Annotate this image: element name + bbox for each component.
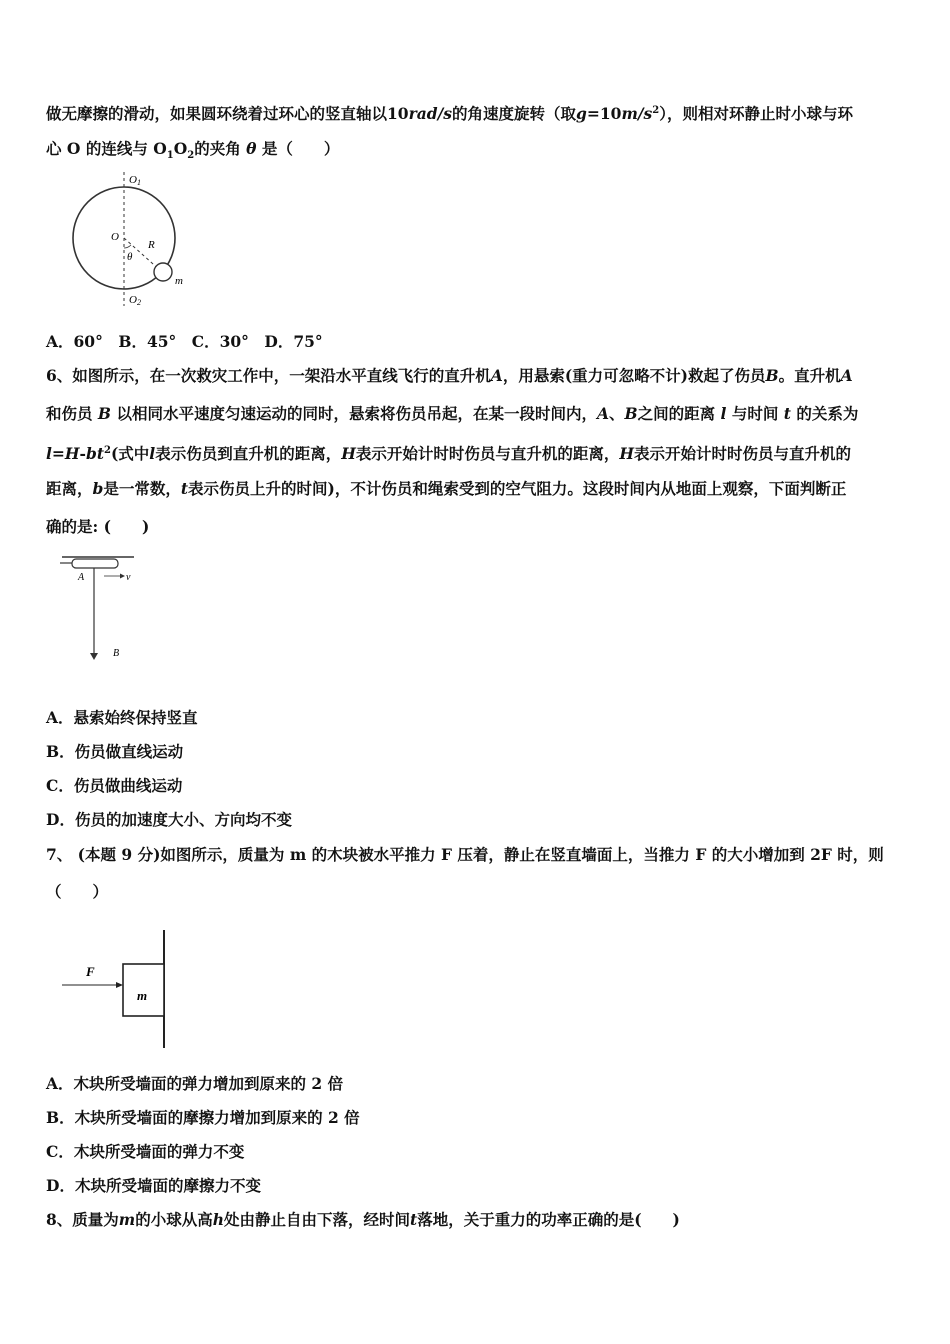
q5-options: A．60° B．45° C．30° D．75° (46, 332, 323, 351)
label-O1: O1 (129, 174, 141, 187)
q6-line-1: 6、如图所示，在一次救灾工作中，一架沿水平直线飞行的直升机A，用悬索(重力可忽略不计)救起了伤员B。直升机A (46, 366, 853, 385)
q5-line-2: 心 O 的连线与 $O_1O_2$的夹角 θ 是（ ） (46, 139, 340, 162)
label-v: v (126, 572, 131, 583)
q6-option-d: D．伤员的加速度大小、方向均不变 (46, 810, 292, 829)
label-m: m (175, 275, 183, 287)
label-O2: O2 (129, 294, 141, 307)
label-theta: θ (127, 251, 133, 263)
q5-line-1: 做无摩擦的滑动，如果圆环绕着过环心的竖直轴以10rad/s的角速度旋转（取$g=10m/s^2$），则相对环静止时小球与环 (46, 104, 853, 124)
q6-line-3: $l=H-bt^2$(式中l表示伤员到直升机的距离，H表示开始计时时伤员与直升机的距离，H表示开始计时时伤员与直升机的 (46, 444, 852, 464)
q6-line-4: 距离，b是一常数，t表示伤员上升的时间)，不计伤员和绳索受到的空气阻力。这段时间内从地面上观察，下面判断正 (46, 479, 847, 498)
q7-option-c: C．木块所受墙面的弹力不变 (46, 1142, 245, 1161)
q7-option-a: A．木块所受墙面的弹力增加到原来的 2 倍 (46, 1074, 344, 1093)
force-arrow-head (116, 982, 123, 988)
ring-figure (66, 168, 196, 308)
helicopter-figure (56, 550, 146, 670)
label-m: m (137, 988, 148, 1003)
block-wall-figure (60, 928, 180, 1053)
q7-option-d: D．木块所受墙面的摩擦力不变 (46, 1176, 261, 1195)
velocity-arrow-head (120, 574, 125, 579)
q6-option-b: B．伤员做直线运动 (46, 742, 184, 761)
label-R: R (148, 239, 155, 251)
label-F: F (86, 964, 95, 979)
q7-line-1: 7、 (本题 9 分)如图所示，质量为 m 的木块被水平推力 F 压着，静止在竖直墙面上，当推力 F 的大小增加到 2F 时，则 (46, 845, 884, 864)
label-O: O (111, 231, 119, 243)
ball (154, 263, 172, 281)
theta-arc (124, 245, 131, 248)
q7-option-b: B．木块所受墙面的摩擦力增加到原来的 2 倍 (46, 1108, 360, 1127)
q8-line-1: 8、质量为m的小球从高h处由静止自由下落，经时间t落地，关于重力的功率正确的是( ) (46, 1210, 680, 1229)
label-A: A (78, 572, 85, 583)
q6-line-5: 确的是: ( ) (46, 517, 150, 536)
q6-option-a: A．悬索始终保持竖直 (46, 708, 198, 727)
q6-option-c: C．伤员做曲线运动 (46, 776, 183, 795)
helicopter-body (72, 559, 118, 568)
q6-line-2: 和伤员 B 以相同水平速度匀速运动的同时，悬索将伤员吊起，在某一段时间内，A、B之间的距离 l 与时间 t 的关系为 (46, 404, 859, 423)
label-B: B (113, 648, 120, 659)
rope-arrow (90, 653, 98, 660)
q7-line-2: （ ） (46, 882, 109, 901)
